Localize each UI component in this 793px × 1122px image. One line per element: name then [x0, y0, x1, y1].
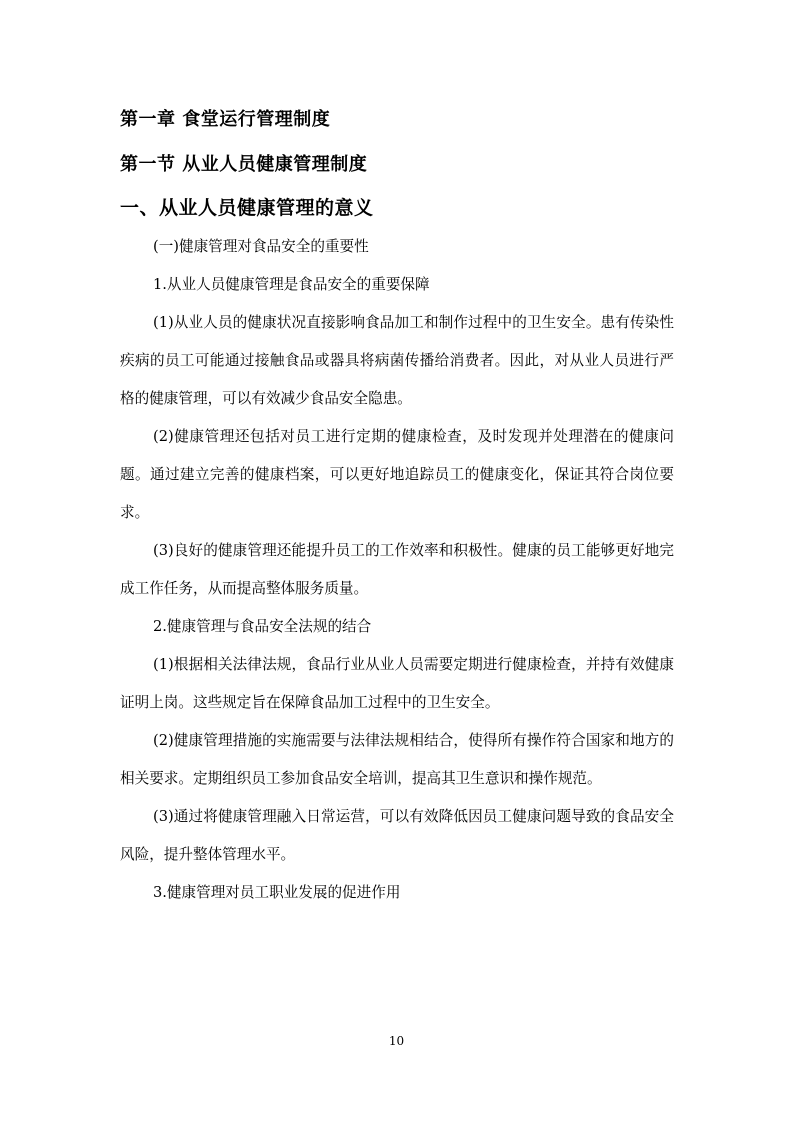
subsection-title: 一、从业人员健康管理的意义 [120, 197, 374, 219]
paragraph: (1)根据相关法律法规，食品行业从业人员需要定期进行健康检查，并持有效健康证明上岗。这些规定旨在保障食品加工过程中的卫生安全。 [120, 656, 674, 711]
paragraph: (1)从业人员的健康状况直接影响食品加工和制作过程中的卫生安全。患有传染性疾病的员工可能通过接触食品或器具将病菌传播给消费者。因此，对从业人员进行严格的健康管理，可以有效减少食品安全隐患。 [120, 314, 674, 407]
section-title: 第一节 从业人员健康管理制度 [120, 154, 368, 175]
paragraph-item-heading: 3.健康管理对员工职业发展的促进作用 [153, 884, 401, 901]
paragraph: (2)健康管理还包括对员工进行定期的健康检查，及时发现并处理潜在的健康问题。通过建立完善的健康档案，可以更好地追踪员工的健康变化，保证其符合岗位要求。 [120, 428, 674, 521]
body-text [120, 228, 674, 912]
paragraph-item-heading: 2.健康管理与食品安全法规的结合 [153, 618, 372, 635]
paragraph: (3)良好的健康管理还能提升员工的工作效率和积极性。健康的员工能够更好地完成工作任务，从而提高整体服务质量。 [120, 542, 674, 597]
paragraph: (3)通过将健康管理融入日常运营，可以有效降低因员工健康问题导致的食品安全风险，提升整体管理水平。 [120, 808, 674, 863]
chapter-title: 第一章 食堂运行管理制度 [120, 109, 331, 130]
paragraph: (2)健康管理措施的实施需要与法律法规相结合，使得所有操作符合国家和地方的相关要求。定期组织员工参加食品安全培训，提高其卫生意识和操作规范。 [120, 732, 674, 787]
paragraph-subheading: (一)健康管理对食品安全的重要性 [153, 238, 369, 255]
paragraph-item-heading: 1.从业人员健康管理是食品安全的重要保障 [153, 276, 430, 293]
page-number: 10 [388, 1034, 405, 1048]
